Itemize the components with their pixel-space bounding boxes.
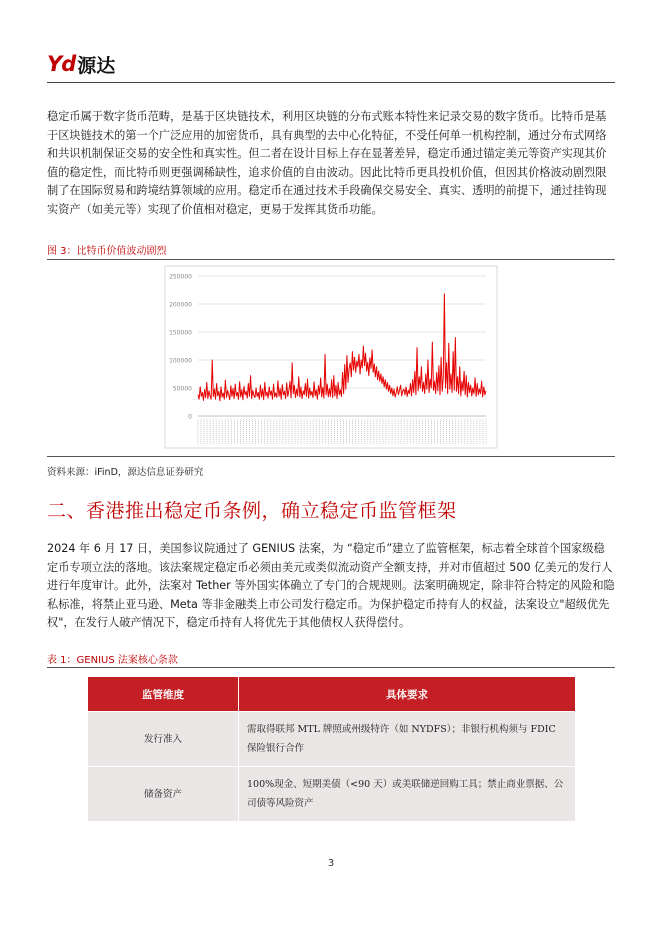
y-tick-label: 250000 xyxy=(169,273,192,281)
table-row xyxy=(88,767,576,822)
page-number: 3 xyxy=(327,858,335,869)
figure-source: 资料来源：iFinD，源达信息证券研究 xyxy=(47,467,204,478)
bitcoin-price-chart xyxy=(0,0,662,460)
y-tick-label: 150000 xyxy=(169,329,192,337)
table-cell-requirement: 需取得联邦 MTL 牌照或州级特许（如 NYDFS）；非银行机构须与 FDIC 保险银行合作 xyxy=(239,712,576,767)
table-row xyxy=(88,712,576,767)
logo-text: 源达 xyxy=(77,54,116,77)
figure-bottom-rule xyxy=(47,456,615,457)
table-caption: 表 1：GENIUS 法案核心条款 xyxy=(47,655,178,666)
y-tick-label: 50000 xyxy=(172,385,192,393)
table-cell-dimension: 储备资产 xyxy=(88,767,239,822)
chart-frame xyxy=(165,266,497,448)
table-header-requirement: 具体要求 xyxy=(239,677,576,712)
table-header-dimension: 监管维度 xyxy=(88,677,239,712)
y-tick-label: 100000 xyxy=(169,357,192,365)
y-tick-label: 200000 xyxy=(169,301,192,309)
logo-mark: Yd xyxy=(47,52,76,76)
body-paragraph-genius-act: 2024 年 6 月 17 日，美国参议院通过了 GENIUS 法案，为 “稳定币”建立了监管框架，标志着全球首个国家级稳定币专项立法的落地。该法案规定稳定币必须由美元或类似流动资产全额支持，并对市值超过 500 亿美元的发行人进行年度审计。此外，法案对 Tether 等外国实体确立了专门的合规规则。法案明确规定，除非符合特定的风险和隐私标准，将禁止亚马逊、Meta 等非金融类上市公司发行稳定币。为保护稳定币持有人的权益，法案设立"超级优先权"，在发行人破产情况下，稳定币持有人将优先于其他债权人获得偿付。 xyxy=(47,542,615,630)
section-title: 二、香港推出稳定币条例，确立稳定币监管框架 xyxy=(47,500,457,522)
y-tick-label: 0 xyxy=(188,413,192,421)
table-header-row xyxy=(88,677,576,712)
table-cell-requirement: 100%现金、短期美债（<90 天）或美联储逆回购工具；禁止商业票据、公司债等风险资产 xyxy=(239,767,576,822)
genius-act-table xyxy=(87,676,576,822)
body-paragraph-stablecoin-intro: 稳定币属于数字货币范畴，是基于区块链技术，利用区块链的分布式账本特性来记录交易的数字货币。比特币是基于区块链技术的第一个广泛应用的加密货币，具有典型的去中心化特征，不受任何单一机构控制，通过分布式网络和共识机制保证交易的安全性和真实性。但二者在设计目标上存在显著差异，稳定币通过锚定美元等资产实现其价值的稳定性，而比特币则更强调稀缺性，追求价值的自由波动。因此比特币更具投机价值，但因其价格波动剧烈限制了在国际贸易和跨境结算领域的应用。稳定币在通过技术手段确保交易安全、真实、透明的前提下，通过挂钩现实资产（如美元等）实现了价值相对稳定，更易于发挥其货币功能。 xyxy=(47,110,607,216)
figure-caption: 图 3：比特币价值波动剧烈 xyxy=(47,246,167,257)
table-cell-dimension: 发行准入 xyxy=(88,712,239,767)
table-caption-rule xyxy=(47,667,615,668)
